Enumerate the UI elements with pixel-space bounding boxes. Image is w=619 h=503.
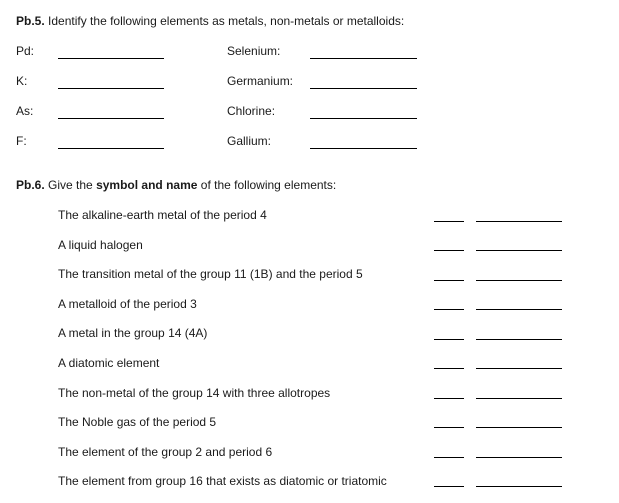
pb5-heading xyxy=(16,14,404,28)
pb5-left-label-f: F: xyxy=(16,134,27,148)
pb5-answer-line-selenium[interactable] xyxy=(310,58,417,59)
pb6-symbol-line-3[interactable] xyxy=(434,280,464,281)
pb5-answer-line-germanium[interactable] xyxy=(310,88,417,89)
pb5-left-label-k: K: xyxy=(16,74,28,88)
pb5-answer-line-gallium[interactable] xyxy=(310,148,417,149)
pb5-right-label-gallium: Gallium: xyxy=(227,134,272,148)
pb5-answer-line-k[interactable] xyxy=(58,88,164,89)
pb6-item-3: The transition metal of the group 11 (1B) and the period 5 xyxy=(58,267,363,281)
pb6-instruction-bold: symbol and name xyxy=(96,178,198,192)
pb6-item-9: The element of the group 2 and period 6 xyxy=(58,445,273,459)
pb6-name-line-9[interactable] xyxy=(476,457,562,458)
pb6-item-7: The non-metal of the group 14 with three allotropes xyxy=(58,386,331,400)
pb6-item-10: The element from group 16 that exists as diatomic or triatomic xyxy=(58,474,387,488)
pb6-name-line-4[interactable] xyxy=(476,309,562,310)
pb6-name-line-8[interactable] xyxy=(476,427,562,428)
pb6-symbol-line-8[interactable] xyxy=(434,427,464,428)
pb6-item-2: A liquid halogen xyxy=(58,238,143,252)
pb6-symbol-line-6[interactable] xyxy=(434,368,464,369)
pb6-item-4: A metalloid of the period 3 xyxy=(58,297,197,311)
pb6-heading xyxy=(16,178,336,192)
pb5-answer-line-chlorine[interactable] xyxy=(310,118,417,119)
pb6-symbol-line-9[interactable] xyxy=(434,457,464,458)
pb6-item-5: A metal in the group 14 (4A) xyxy=(58,326,208,340)
pb6-instruction-start: Give the xyxy=(48,178,93,192)
pb6-name-line-7[interactable] xyxy=(476,398,562,399)
pb6-name-line-10[interactable] xyxy=(476,486,562,487)
pb5-right-label-germanium: Germanium: xyxy=(227,74,294,88)
pb5-answer-line-f[interactable] xyxy=(58,148,164,149)
pb5-right-label-selenium: Selenium: xyxy=(227,44,281,58)
pb6-name-line-6[interactable] xyxy=(476,368,562,369)
pb6-symbol-line-2[interactable] xyxy=(434,250,464,251)
pb6-name-line-2[interactable] xyxy=(476,250,562,251)
pb5-left-label-pd: Pd: xyxy=(16,44,35,58)
pb6-name-line-3[interactable] xyxy=(476,280,562,281)
pb5-number: Pb.5. xyxy=(16,14,45,28)
pb6-symbol-line-10[interactable] xyxy=(434,486,464,487)
pb5-right-label-chlorine: Chlorine: xyxy=(227,104,276,118)
pb6-item-6: A diatomic element xyxy=(58,356,160,370)
pb5-answer-line-pd[interactable] xyxy=(58,58,164,59)
pb6-name-line-1[interactable] xyxy=(476,221,562,222)
pb6-name-line-5[interactable] xyxy=(476,339,562,340)
pb6-item-1: The alkaline-earth metal of the period 4 xyxy=(58,208,267,222)
pb6-symbol-line-4[interactable] xyxy=(434,309,464,310)
pb6-symbol-line-1[interactable] xyxy=(434,221,464,222)
pb5-instruction: Identify the following elements as metals, non-metals or metalloids: xyxy=(48,14,405,28)
pb6-symbol-line-7[interactable] xyxy=(434,398,464,399)
pb6-symbol-line-5[interactable] xyxy=(434,339,464,340)
pb5-answer-line-as[interactable] xyxy=(58,118,164,119)
pb6-instruction-end: of the following elements: xyxy=(200,178,337,192)
pb6-number: Pb.6. xyxy=(16,178,45,192)
pb6-item-8: The Noble gas of the period 5 xyxy=(58,415,217,429)
pb5-left-label-as: As: xyxy=(16,104,34,118)
